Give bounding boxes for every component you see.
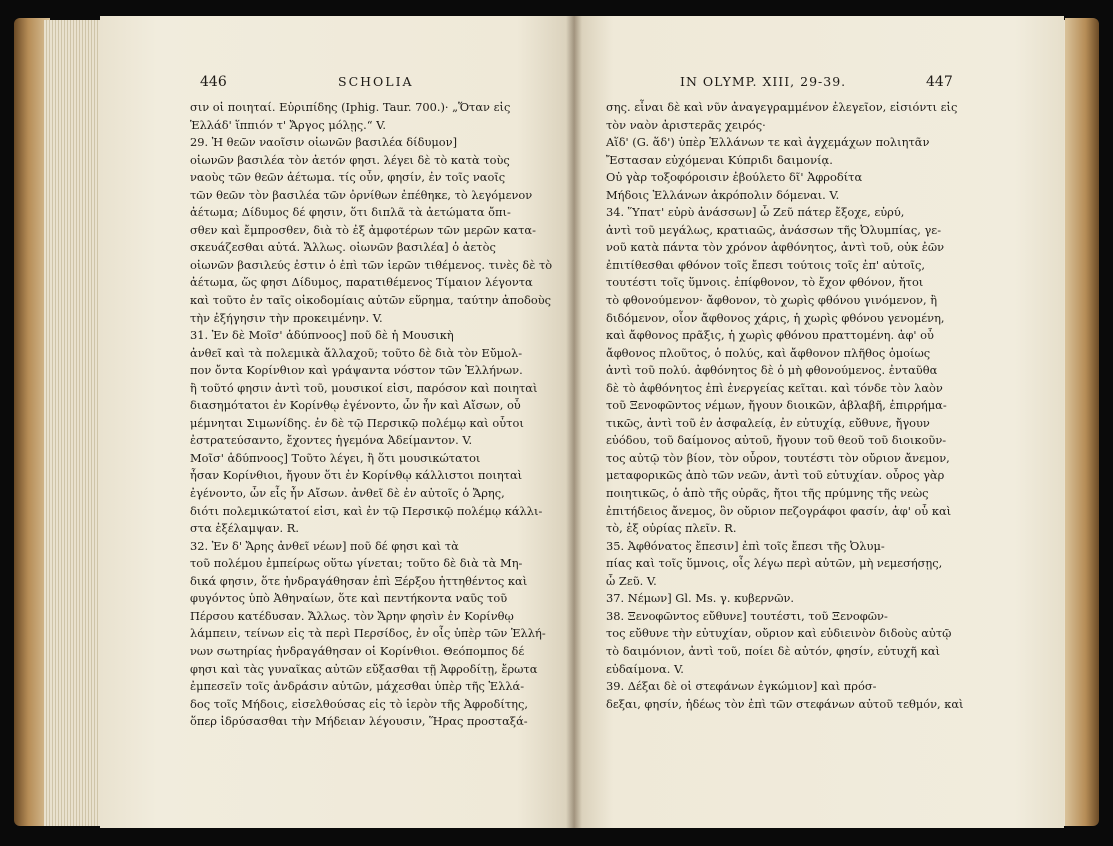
text-line: σκευάζεσθαι αὐτά. Ἄλλως. οἰωνῶν βασιλέα] ὁ ἀετὸς	[190, 240, 496, 255]
text-line: 34. Ὕπατ' εὐρὺ ἀνάσσων] ὦ Ζεῦ πάτερ ἔξοχε, εὐρύ,	[606, 205, 905, 220]
text-line: ἀντὶ τοῦ μεγάλως, κρατιαῶς, ἀνάσσων τῆς Ὀλυμπίας, γε-	[606, 222, 942, 237]
right-cover-edge	[1065, 18, 1099, 826]
text-line: τουτέστι τοῖς ὕμνοις. ἐπίφθονον, τὸ ἔχον φθόνον, ἤτοι	[606, 275, 924, 290]
text-line: ἀέτωμα; Δίδυμος δέ φησιν, ὅτι διπλᾶ τὰ ἀετώματα ὄπι-	[190, 205, 511, 220]
text-line: ὅπερ ἱδρύσασθαι τὴν Μήδειαν λέγουσιν, Ἥρας προσταξά-	[190, 714, 528, 729]
text-line: νων σωτηρίας ἠνδραγάθησαν οἱ Κορίνθιοι. Θεόπομπος δέ	[190, 643, 525, 658]
text-line: ἢ τοῦτό φησιν ἀντὶ τοῦ, μουσικοί εἰσι, παρόσον καὶ ποιηταὶ	[190, 380, 538, 395]
text-line: ἐγένοντο, ὧν εἷς ἦν Αἴσων. ἀνθεῖ δὲ ἐν αὐτοῖς ὁ Ἄρης,	[190, 486, 505, 501]
text-line: μέμνηται Σιμωνίδης. ἐν δὲ τῷ Περσικῷ πολέμῳ καὶ οὗτοι	[190, 415, 524, 430]
text-line: ὦ Ζεῦ. V.	[606, 573, 657, 588]
left-page-stack	[44, 20, 106, 826]
left-running-head: SCHOLIA	[338, 74, 414, 89]
text-line: διδόμενον, οἷον ἄφθονος χάρις, ἡ χωρὶς φθόνου γενομένη,	[606, 310, 945, 325]
left-page-number: 446	[200, 74, 227, 90]
text-line: φησι καὶ τὰς γυναῖκας αὐτῶν εὔξασθαι τῇ Ἀφροδίτῃ, ἔρωτα	[190, 661, 538, 676]
text-line: τὸ δαιμόνιον, ἀντὶ τοῦ, ποίει δὲ αὐτόν, φησίν, εὐτυχῆ καὶ	[606, 643, 941, 658]
text-line: πίας καὶ τοῖς ὕμνοις, οἷς λέγω περὶ αὐτῶν, μὴ νεμεσήσῃς,	[606, 556, 943, 571]
text-line: 38. Ξενοφῶντος εὔθυνε] τουτέστι, τοῦ Ξενοφῶν-	[606, 608, 888, 623]
text-line: τὸ φθονούμενον· ἄφθονον, τὸ χωρὶς φθόνου γινόμενον, ἢ	[606, 293, 938, 308]
text-line: δεξαι, φησίν, ἡδέως τὸν ἐπὶ τῶν στεφάνων αὐτοῦ τεθμόν, καὶ	[606, 696, 964, 711]
text-line: ἐπιτίθεσθαι φθόνον τοῖς ἔπεσι τούτοις τοῖς ἐπ' αὐτοῖς,	[606, 257, 925, 272]
text-line: καὶ τοῦτο ἐν ταῖς οἰκοδομίαις αὐτῶν εὕρημα, ταύτην ἀποδοὺς	[190, 293, 552, 308]
text-line: ποιητικῶς, ὁ ἀπὸ τῆς οὐρᾶς, ἤτοι τῆς πρύμνης τῆς νεὼς	[606, 486, 929, 501]
right-page-body	[606, 99, 982, 713]
text-line: διασημότατοι ἐν Κορίνθῳ ἐγένοντο, ὧν ἦν καὶ Αἴσων, οὗ	[190, 398, 521, 413]
left-page	[100, 16, 574, 828]
book-gutter	[566, 16, 582, 828]
text-line: δος τοῖς Μήδοις, εἰσελθούσας εἰς τὸ ἱερὸν τῆς Ἀφροδίτης,	[190, 696, 528, 711]
text-line: 32. Ἐν δ' Ἄρης ἀνθεῖ νέων] ποῦ δέ φησι καὶ τὰ	[190, 538, 459, 553]
text-line: ἀνθεῖ καὶ τὰ πολεμικὰ ἄλλαχοῦ; τοῦτο δὲ διὰ τὸν Εὔμολ-	[190, 345, 523, 360]
text-line: τος εὔθυνε τὴν εὐτυχίαν, οὔριον καὶ εὐδιεινὸν διδοὺς αὐτῷ	[606, 626, 952, 641]
right-page	[574, 16, 1064, 828]
text-line: καὶ ἄφθονος πρᾶξις, ἡ χωρὶς φθόνου πραττομένη. ἀφ' οὗ	[606, 328, 934, 343]
left-page-body	[190, 99, 566, 731]
text-line: Ἔστασαν εὐχόμεναι Κύπριδι δαιμονίᾳ.	[606, 152, 833, 167]
text-line: πον ὄντα Κορίνθιον καὶ γράψαντα νόστον τῶν Ἑλλήνων.	[190, 363, 523, 378]
text-line: τοῦ Ξενοφῶντος νέμων, ἤγουν διοικῶν, ἀβλαβῆ, ἐπιρρήμα-	[606, 398, 947, 413]
text-line: ἐστρατεύσαντο, ἔχοντες ἡγεμόνα Ἀδείμαντον. V.	[190, 433, 473, 448]
text-line: τοῦ πολέμου ἐμπείρως οὕτω γίνεται; τοῦτο δὲ διὰ τὰ Μη-	[190, 556, 523, 571]
text-line: νοῦ κατὰ πάντα τὸν χρόνον ἀφθόνητος, ἀντὶ τοῦ, οὐκ ἐῶν	[606, 240, 945, 255]
text-line: τῶν θεῶν τὸν βασιλέα τῶν ὀρνίθων ἐπέθηκε, τὸ λεγόμενον	[190, 187, 533, 202]
text-line: Πέρσου κατέδυσαν. Ἄλλως. τὸν Ἄρην φησὶν ἐν Κορίνθῳ	[190, 608, 514, 623]
text-line: ἐπιτήδειος ἄνεμος, ὃν οὔριον πεζογράφοι φασίν, ἀφ' οὗ καὶ	[606, 503, 952, 518]
text-line: εὐδαίμονα. V.	[606, 661, 684, 676]
text-line: δὲ τὸ ἀφθόνητος ἐπὶ ἐνεργείας κεῖται. καὶ τόνδε τὸν λαὸν	[606, 380, 943, 395]
text-line: ναοὺς τῶν θεῶν ἀέτωμα. τίς οὖν, φησίν, ἐν τοῖς ναοῖς	[190, 170, 506, 185]
right-page-number: 447	[926, 74, 953, 90]
text-line: 39. Δέξαι δὲ οἱ στεφάνων ἐγκώμιον] καὶ πρόσ-	[606, 679, 877, 694]
text-line: ἀντὶ τοῦ πολύ. ἀφθόνητος δὲ ὁ μὴ φθονούμενος. ἐνταῦθα	[606, 363, 938, 378]
text-line: στα ἐξέλαμψαν. R.	[190, 521, 299, 536]
text-line: εὐόδου, τοῦ δαίμονος αὐτοῦ, ἤγουν τοῦ θεοῦ τοῦ διοικοῦν-	[606, 433, 947, 448]
text-line: τος αὐτῷ τὸν βίον, τὸν οὖρον, τουτέστι τὸν οὔριον ἄνεμον,	[606, 450, 950, 465]
text-line: δικά φησιν, ὅτε ἠνδραγάθησαν ἐπὶ Ξέρξου ἡττηθέντος καὶ	[190, 573, 528, 588]
text-line: Μήδοις Ἑλλάνων ἀκρόπολιν δόμεναι. V.	[606, 187, 840, 202]
text-line: λάμπειν, τείνων εἰς τὰ περὶ Περσίδος, ἐν οἷς ὑπὲρ τῶν Ἑλλή-	[190, 626, 546, 641]
text-line: ἐμπεσεῖν τοῖς ἀνδράσιν αὐτῶν, μάχεσθαι ὑπὲρ τῆς Ἑλλά-	[190, 679, 525, 694]
text-line: τὸν ναὸν ἀριστερᾶς χειρός·	[606, 117, 766, 132]
text-line: τὸ, ἐξ οὐρίας πλεῖν. R.	[606, 521, 737, 536]
text-line: διότι πολεμικώτατοί εἰσι, καὶ ἐν τῷ Περσικῷ πολέμῳ κάλλι-	[190, 503, 543, 518]
text-line: μεταφορικῶς ἀπὸ τῶν νεῶν, ἀντὶ τοῦ εὐτυχίαν. οὖρος γὰρ	[606, 468, 945, 483]
text-line: Οὐ γὰρ τοξοφόροισιν ἐβούλετο δῖ' Ἀφροδίτα	[606, 170, 863, 185]
right-running-head: IN OLYMP. XIII, 29-39.	[680, 74, 847, 89]
text-line: ἀέτωμα, ὥς φησι Δίδυμος, παρατιθέμενος Τίμαιον λέγοντα	[190, 275, 533, 290]
text-line: Μοῖσ' ἁδύπνοος] Τοῦτο λέγει, ἢ ὅτι μουσικώτατοι	[190, 450, 481, 465]
text-line: ἄφθονος πλοῦτος, ὁ πολύς, καὶ ἄφθονον πλῆθος ὁμοίως	[606, 345, 931, 360]
text-line: 29. Ἡ θεῶν ναοῖσιν οἰωνῶν βασιλέα δίδυμον]	[190, 135, 458, 150]
text-line: 37. Νέμων] Gl. Ms. γ. κυβερνῶν.	[606, 591, 795, 606]
text-line: σιν οἱ ποιηταί. Εὐριπίδης (Iphig. Taur. 700.)· „Ὅταν εἰς	[190, 100, 511, 114]
text-line: 35. Ἀφθόνατος ἔπεσιν] ἐπὶ τοῖς ἔπεσι τῆς Ὀλυμ-	[606, 538, 885, 553]
text-line: οἰωνῶν βασιλέα τὸν ἀετόν φησι. λέγει δὲ τὸ κατὰ τοὺς	[190, 152, 510, 167]
text-line: φυγόντος ὑπὸ Ἀθηναίων, ὅτε καὶ πεντήκοντα ναῦς τοῦ	[190, 591, 508, 606]
text-line: Αἵδ' (G. ἅδ') ὑπὲρ Ἑλλάνων τε καὶ ἀγχεμάχων πολιητᾶν	[606, 135, 930, 150]
text-line: τικῶς, ἀντὶ τοῦ ἐν ἀσφαλείᾳ, ἐν εὐτυχίᾳ, εὔθυνε, ἤγουν	[606, 415, 930, 430]
text-line: σης. εἶναι δὲ καὶ νῦν ἀναγεγραμμένον ἐλεγεῖον, εἰσιόντι εἰς	[606, 100, 958, 114]
text-line: σθεν καὶ ἔμπροσθεν, διὰ τὸ ἐξ ἀμφοτέρων τῶν μερῶν κατα-	[190, 222, 536, 237]
text-line: τὴν ἐξήγησιν τὴν προκειμένην. V.	[190, 310, 383, 325]
text-line: Ἑλλάδ' ἵππιόν τ' Ἄργος μόλῃς.“ V.	[190, 117, 387, 132]
text-line: 31. Ἐν δὲ Μοῖσ' ἁδύπνοος] ποῦ δὲ ἡ Μουσικὴ	[190, 328, 454, 343]
text-line: οἰωνῶν βασιλεύς ἐστιν ὁ ἐπὶ τῶν ἱερῶν τιθέμενος. τινὲς δὲ τὸ	[190, 257, 553, 272]
text-line: ἦσαν Κορίνθιοι, ἤγουν ὅτι ἐν Κορίνθῳ κάλλιστοι ποιηταὶ	[190, 468, 523, 483]
